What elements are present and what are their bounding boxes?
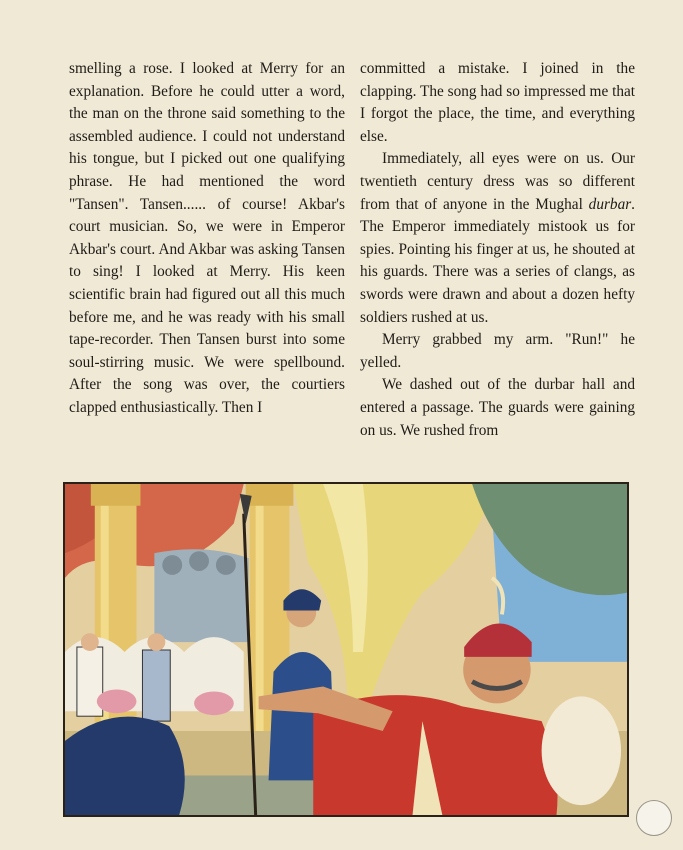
paragraph: We dashed out of the durbar hall and entered a passage. The guards were gaining on us. We rushed from [360,376,635,439]
text-column-right [360,58,635,442]
paragraph-text: Immediately, all eyes were on us. Our twentieth century dress was so different from that of anyone in the Mughal [360,150,635,213]
paragraph [360,148,635,329]
paragraph: Merry grabbed my arm. "Run!" he yelled. [360,331,635,371]
comic-illustration [63,482,629,817]
italic-word: durbar [588,195,632,213]
text-column-left [69,58,345,420]
paragraph: committed a mistake. I joined in the clapping. The song had so impressed me that I forgot the place, the time, and everything else. [360,60,636,145]
paragraph: smelling a rose. I looked at Merry for an explanation. Before he could utter a word, the man on the throne said something to the assembled audience. I could not understand his tongue, but I picked out one qualifying phrase. He had mentioned the word "Tansen". Tansen...... of course! Akbar's court musician. So, we were in Emperor Akbar's court. And Akbar was asking Tansen to sing! I looked at Merry. His keen scientific brain had figured out all this much before me, and he was ready with his small tape-recorder. Then Tansen burst into some soul-stirring music. We were spellbound. After the song was over, the courtiers clapped enthusiastically. Then I [69,60,345,416]
publisher-stamp [636,800,672,836]
paragraph-text: . The Emperor immediately mistook us for spies. Pointing his finger at us, he shouted at his guards. There was a series of clangs, as swords were drawn and about a dozen hefty soldiers rushed at us. [360,195,635,326]
court-scene-image [65,484,627,815]
